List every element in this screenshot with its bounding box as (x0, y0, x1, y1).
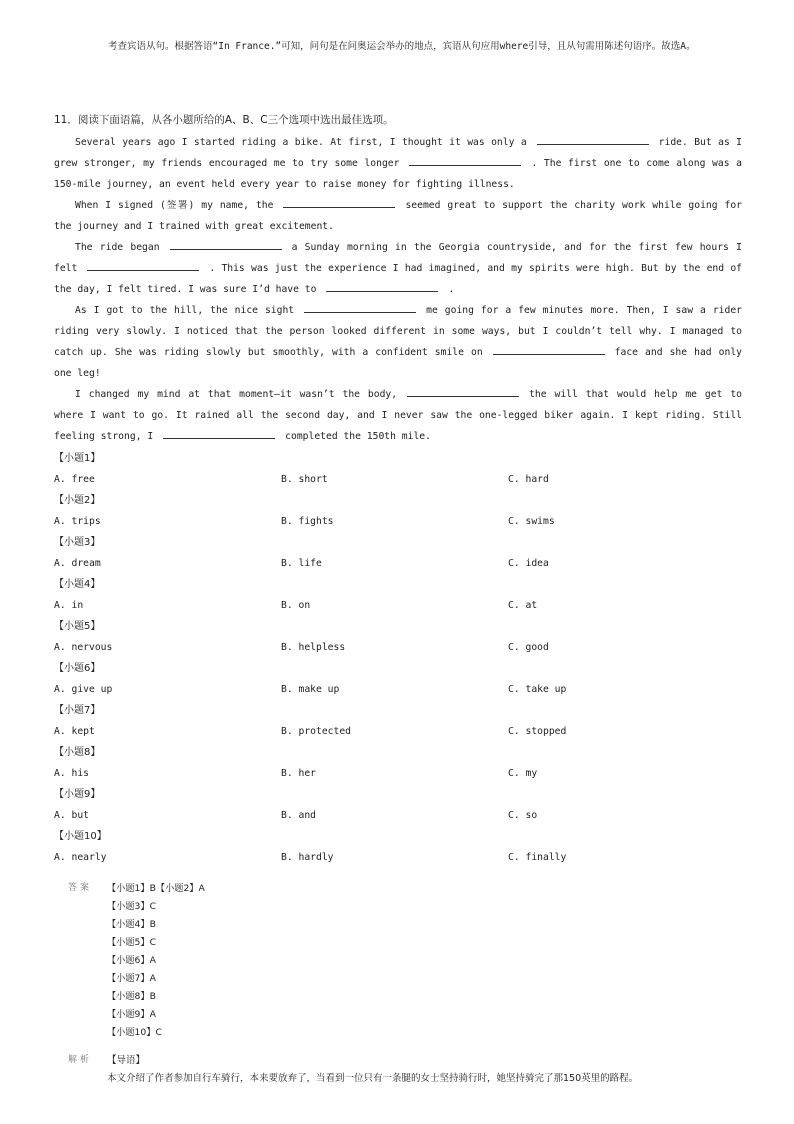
p1-text-3: . The first one to come along was a 150-mile journey, an event held every year to raise money for fighting illness. (54, 158, 742, 190)
option-a: A. nearly (54, 852, 107, 863)
paragraph-5 (54, 384, 742, 447)
option-a: A. in (54, 600, 84, 611)
blank-5 (87, 260, 199, 271)
p5-text-2: the will that would help me get to where I want to go. It rained all the second day, and I never saw the one-legged biker again. I kept riding. Still feeling strong, I (54, 389, 742, 442)
p3-text-3: . This was just the experience I had imagined, and my spirits were high. But by the end of the day, I felt tired. I was sure I’d have to (54, 263, 742, 295)
subquestion-label: 【小题3】 (54, 537, 101, 548)
explanation-guide (107, 1052, 638, 1088)
subquestion-label: 【小题5】 (54, 621, 101, 632)
blank-10 (163, 428, 275, 439)
option-c: C. hard (508, 474, 549, 485)
option-c: C. stopped (508, 726, 567, 737)
p4-text-1: As I got to the hill, the nice sight (75, 305, 295, 316)
answer-line: 【小题10】C (107, 1027, 162, 1038)
subquestion-label: 【小题10】 (54, 831, 107, 842)
option-a: A. free (54, 474, 95, 485)
option-c: C. swims (508, 516, 555, 527)
option-row (54, 679, 754, 700)
paragraph-1 (54, 132, 742, 195)
answer-line: 【小题6】A (107, 955, 156, 966)
option-c: C. finally (508, 852, 567, 863)
p3-text-4: . (448, 284, 455, 295)
subquestion-label: 【小题4】 (54, 579, 101, 590)
option-a: A. nervous (54, 642, 113, 653)
answer-line: 【小题1】B【小题2】A (107, 883, 205, 894)
blank-6 (326, 281, 438, 292)
blank-9 (407, 386, 519, 397)
option-a: A. his (54, 768, 89, 779)
p5-text-1: I changed my mind at that moment—it wasn’t the body, (75, 389, 398, 400)
previous-explanation: 考查宾语从句。根据答语“In France.”可知，问句是在问奥运会举办的地点，宾语从句应用where引导，且从句需用陈述句语序。故选A。 (108, 41, 696, 52)
p3-text-2: a Sunday morning in the Georgia countryside, and for the first few hours I felt (54, 242, 742, 274)
answer-list (107, 880, 205, 1042)
p4-text-2: me going for a few minutes more. Then, I saw a rider riding very slowly. I noticed that the person looked different in some ways, but I couldn’t tell why. I managed to catch up. She was riding slowly but smoothly, with a confident smile on (54, 305, 742, 358)
subquestion-label: 【小题2】 (54, 495, 101, 506)
p4-text-3: face and she had only one leg! (54, 347, 742, 379)
blank-1 (537, 134, 649, 145)
option-a: A. but (54, 810, 89, 821)
blank-4 (170, 239, 282, 250)
p2-text-1: When I signed (签署) my name, the (75, 200, 274, 211)
option-c: C. so (508, 810, 538, 821)
option-b: B. life (281, 558, 322, 569)
option-b: B. protected (281, 726, 351, 737)
option-c: C. take up (508, 684, 567, 695)
question-title: 11．阅读下面语篇，从各小题所给的A、B、C三个选项中选出最佳选项。 (54, 114, 394, 126)
answer-line: 【小题4】B (107, 919, 156, 930)
option-b: B. short (281, 474, 328, 485)
option-a: A. dream (54, 558, 101, 569)
option-b: B. on (281, 600, 311, 611)
subquestion-label: 【小题7】 (54, 705, 101, 716)
blank-3 (283, 197, 395, 208)
option-row (54, 805, 754, 826)
subquestion-label: 【小题1】 (54, 453, 101, 464)
option-c: C. at (508, 600, 538, 611)
answer-line: 【小题3】C (107, 901, 157, 912)
blank-7 (304, 302, 416, 313)
option-row (54, 595, 754, 616)
guide-title: 【导语】 (107, 1055, 146, 1066)
answer-line: 【小题7】A (107, 973, 156, 984)
option-b: B. and (281, 810, 316, 821)
option-b: B. hardly (281, 852, 334, 863)
option-c: C. idea (508, 558, 549, 569)
option-c: C. my (508, 768, 538, 779)
option-row (54, 763, 754, 784)
p5-text-3: completed the 150th mile. (285, 431, 431, 442)
option-row (54, 721, 754, 742)
option-a: A. give up (54, 684, 113, 695)
option-row (54, 511, 754, 532)
subquestion-label: 【小题8】 (54, 747, 101, 758)
answer-line: 【小题8】B (107, 991, 156, 1002)
answer-label: 答案 (68, 883, 93, 893)
option-b: B. her (281, 768, 316, 779)
p1-text-1: Several years ago I started riding a bike. At first, I thought it was only a (75, 137, 527, 148)
option-row (54, 553, 754, 574)
option-c: C. good (508, 642, 549, 653)
option-row (54, 637, 754, 658)
cloze-passage (54, 132, 742, 447)
option-b: B. make up (281, 684, 340, 695)
p2-text-2: seemed great to support the charity work while going for the journey and I trained with great excitement. (54, 200, 742, 232)
answer-line: 【小题5】C (107, 937, 157, 948)
blank-8 (493, 344, 605, 355)
paragraph-4 (54, 300, 742, 384)
option-a: A. kept (54, 726, 95, 737)
option-a: A. trips (54, 516, 101, 527)
option-row (54, 847, 754, 868)
paragraph-2 (54, 195, 742, 237)
option-b: B. fights (281, 516, 334, 527)
subquestion-label: 【小题9】 (54, 789, 101, 800)
answer-line: 【小题9】A (107, 1009, 156, 1020)
explanation-label: 解析 (68, 1055, 93, 1065)
guide-text: 本文介绍了作者参加自行车骑行，本来要放弃了，当看到一位只有一条腿的女士坚持骑行时，她坚持骑完了那150英里的路程。 (107, 1073, 639, 1084)
subquestion-list (54, 448, 754, 868)
option-row (54, 469, 754, 490)
p3-text-1: The ride began (75, 242, 160, 253)
blank-2 (409, 155, 521, 166)
option-b: B. helpless (281, 642, 346, 653)
subquestion-label: 【小题6】 (54, 663, 101, 674)
paragraph-3 (54, 237, 742, 300)
p1-text-2: ride. But as I grew stronger, my friends encouraged me to try some longer (54, 137, 743, 169)
